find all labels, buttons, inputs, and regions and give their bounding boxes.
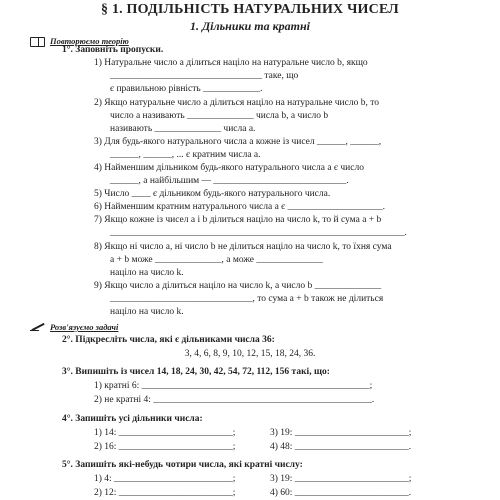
- task-1-prompt: 1°. Заповніть пропуски.: [62, 45, 164, 55]
- statement-2-cont: число a називають ______________ числа b, а число b: [110, 111, 329, 121]
- task-3-part-1: 1) кратні 6: ________________________________________________;: [94, 381, 373, 391]
- task-4-part-4: 4) 48: ________________________.: [270, 442, 412, 452]
- statement-3: 3) Для будь-якого натурального числа a кожне із чисел ______, ______,: [94, 137, 382, 147]
- task-2-numbers: 3, 4, 6, 8, 9, 10, 12, 15, 18, 24, 36.: [184, 349, 316, 359]
- statement-5: 5) Число ____ є дільником будь-якого натурального числа.: [94, 189, 331, 199]
- task-5-prompt: 5°. Запишіть які-небудь чотири числа, які кратні числу:: [62, 460, 303, 470]
- statement-7-blank: ______________________________________________________________.: [110, 228, 407, 238]
- task-5-part-4: 4) 60: ________________________.: [270, 488, 412, 498]
- task-2-prompt: 2°. Підкресліть числа, які є дільниками числа 36:: [62, 335, 275, 345]
- task-3-part-2: 2) не кратні 4: ______________________________________________.: [94, 395, 375, 405]
- statement-8: 8) Якщо ні число a, ні число b не ділиться націло на число k, то їхня сума: [94, 242, 392, 252]
- statement-9-cont: ______________________________, то сума a + b також не ділиться: [110, 294, 384, 304]
- statement-2: 2) Якщо натуральне число a ділиться націло на натуральне число b, то: [94, 98, 380, 108]
- statement-9: 9) Якщо число a ділиться націло на число k, а число b ______________: [94, 281, 382, 291]
- task-5-part-2: 2) 12: ________________________;: [94, 488, 236, 498]
- statement-8-end: націло на число k.: [110, 268, 184, 278]
- theory-section-label: Повторюємо теорію: [50, 36, 129, 46]
- task-5-part-1: 1) 4: _________________________;: [94, 474, 236, 484]
- statement-7: 7) Якщо кожне із чисел a і b ділиться націло на число k, то й сума a + b: [94, 215, 382, 225]
- statement-8-cont: a + b може ______________, а може ______________: [110, 255, 323, 265]
- statement-1: 1) Натуральне число a ділиться націло на натуральне число b, якщо: [94, 58, 368, 68]
- page-title: § 1. ПОДІЛЬНІСТЬ НАТУРАЛЬНИХ ЧИСЕЛ: [101, 2, 399, 17]
- statement-1-blank: ________________________________ таке, що: [110, 71, 299, 81]
- tasks-section-heading: [30, 322, 118, 332]
- pen-icon: [30, 322, 46, 332]
- task-4-part-2: 2) 16: ________________________;: [94, 442, 236, 452]
- statement-1-end: є правильною рівність ____________.: [110, 84, 263, 94]
- statement-2-end: називають ______________ числа a.: [110, 124, 256, 134]
- statement-6: 6) Найменшим кратним натурального числа a є ____________________.: [94, 202, 385, 212]
- task-4-part-1: 1) 14: ________________________;: [94, 428, 236, 438]
- book-icon: [30, 36, 46, 46]
- task-4-prompt: 4°. Запишіть усі дільники числа:: [62, 414, 203, 424]
- task-4-part-3: 3) 19: ________________________;: [270, 428, 412, 438]
- statement-9-end: націло на число k.: [110, 307, 184, 317]
- statement-4-end: ______, а найбільшим — ____________________________.: [110, 176, 349, 186]
- task-3-prompt: 3°. Випишіть із чисел 14, 18, 24, 30, 42, 54, 72, 112, 156 такі, що:: [62, 367, 330, 377]
- tasks-section-label: Розв'язуємо задачі: [50, 322, 119, 332]
- page-subtitle: 1. Дільники та кратні: [189, 19, 310, 33]
- task-5-part-3: 3) 19: ________________________;: [270, 474, 412, 484]
- statement-3-end: ______, ______, ... є кратним числа a.: [110, 150, 261, 160]
- statement-4: 4) Найменшим дільником будь-якого натурального числа a є число: [94, 163, 364, 173]
